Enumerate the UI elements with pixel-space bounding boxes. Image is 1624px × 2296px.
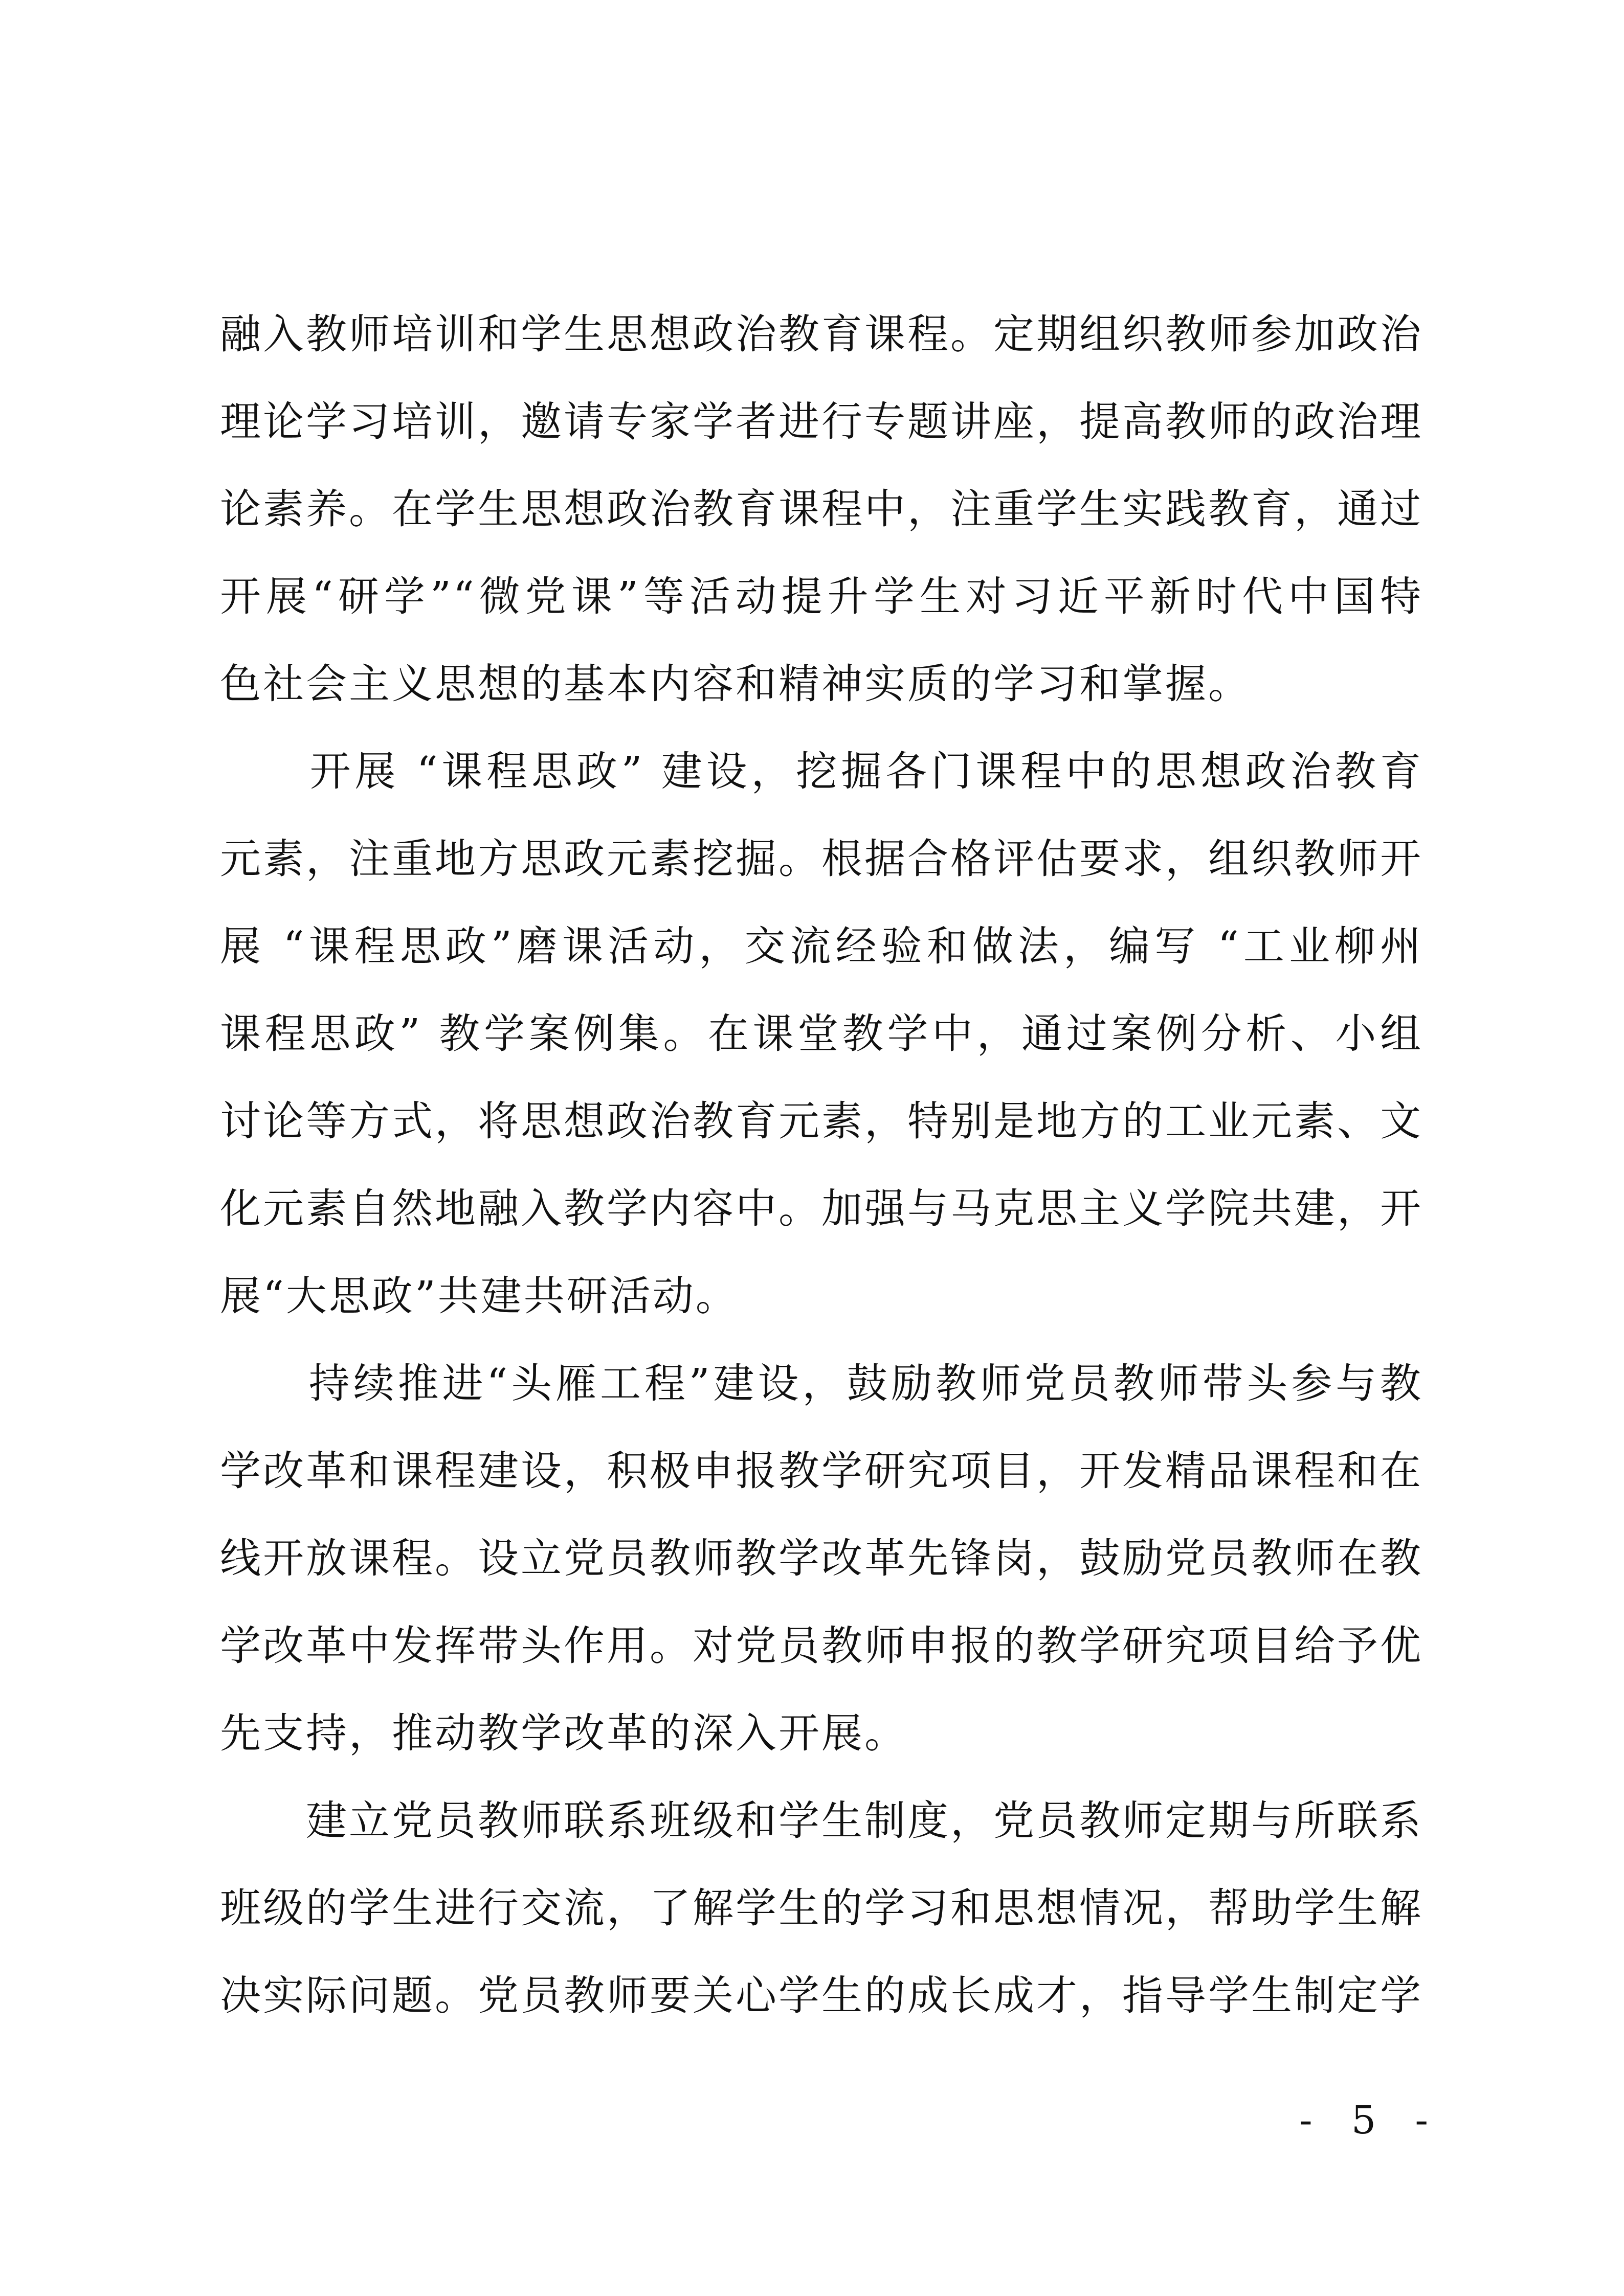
text-line: 理论学习培训，邀请专家学者进行专题讲座，提高教师的政治理 — [220, 398, 1423, 445]
text-line: 色社会主义思想的基本内容和精神实质的学习和掌握。 — [220, 660, 1251, 708]
text-line: 开展 “课程思政” 建设，挖掘各门课程中的思想政治教育 — [220, 748, 1423, 795]
text-line: 展 “课程思政”磨课活动，交流经验和做法，编写 “工业柳州 — [220, 922, 1423, 970]
text-block — [220, 290, 1423, 2039]
text-line: 融入教师培训和学生思想政治教育课程。定期组织教师参加政治 — [220, 310, 1423, 358]
text-line: 持续推进“头雁工程”建设，鼓励教师党员教师带头参与教 — [220, 1360, 1423, 1407]
text-line: 决实际问题。党员教师要关心学生的成长成才，指导学生制定学 — [220, 1972, 1423, 2019]
text-line: 化元素自然地融入教学内容中。加强与马克思主义学院共建，开 — [220, 1185, 1423, 1232]
text-line: 学改革中发挥带头作用。对党员教师申报的教学研究项目给予优 — [220, 1622, 1423, 1670]
text-line: 讨论等方式，将思想政治教育元素，特别是地方的工业元素、文 — [220, 1097, 1423, 1145]
page-number: - 5 - — [1299, 2097, 1442, 2143]
text-line: 建立党员教师联系班级和学生制度，党员教师定期与所联系 — [220, 1797, 1423, 1844]
text-line: 学改革和课程建设，积极申报教学研究项目，开发精品课程和在 — [220, 1447, 1423, 1495]
text-line: 展“大思政”共建共研活动。 — [220, 1272, 739, 1320]
text-line: 线开放课程。设立党员教师教学改革先锋岗，鼓励党员教师在教 — [220, 1535, 1423, 1582]
text-line: 元素，注重地方思政元素挖掘。根据合格评估要求，组织教师开 — [220, 835, 1423, 883]
text-line: 论素养。在学生思想政治教育课程中，注重学生实践教育，通过 — [220, 485, 1423, 533]
text-line: 班级的学生进行交流，了解学生的学习和思想情况，帮助学生解 — [220, 1884, 1423, 1932]
text-line: 先支持，推动教学改革的深入开展。 — [220, 1709, 907, 1757]
text-line: 开展“研学”“微党课”等活动提升学生对习近平新时代中国特 — [220, 573, 1423, 620]
text-line: 课程思政” 教学案例集。在课堂教学中，通过案例分析、小组 — [220, 1010, 1423, 1057]
